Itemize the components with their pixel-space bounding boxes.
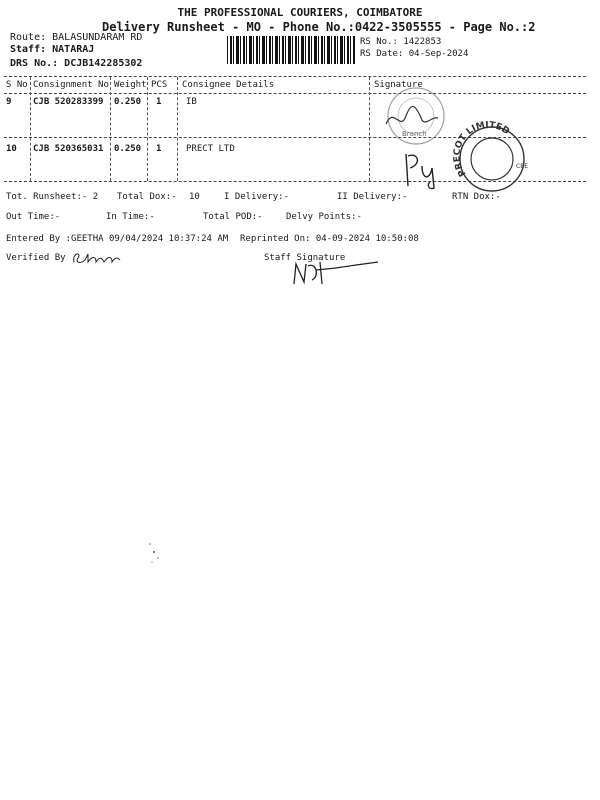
barcode xyxy=(227,36,355,64)
rs-date: RS Date: 04-Sep-2024 xyxy=(360,49,469,59)
out-time: Out Time:- xyxy=(6,212,61,222)
rs-number: RS No.: 1422853 xyxy=(360,37,442,47)
route-label: Route: BALASUNDARAM RD xyxy=(10,32,143,43)
company-name: THE PROFESSIONAL COURIERS, COIMBATORE xyxy=(177,6,423,19)
staff-signature xyxy=(286,258,386,288)
col-pcs: PCS xyxy=(151,80,168,90)
col-consignment: Consignment No xyxy=(33,80,109,90)
verified-by: Verified By xyxy=(6,253,66,263)
branch-stamp xyxy=(376,86,456,146)
scan-specks xyxy=(140,540,170,570)
precot-stamp xyxy=(452,120,532,194)
row-pcs: 1 xyxy=(156,97,162,107)
drs-number: DRS No.: DCJB142285302 xyxy=(10,58,143,69)
total-dox-label: Total Dox:- xyxy=(117,192,177,202)
col-weight: Weight xyxy=(114,80,147,90)
stamp-branch-text: Branch xyxy=(402,130,427,138)
col-divider xyxy=(369,77,370,181)
col-divider xyxy=(110,77,111,181)
row-pcs: 1 xyxy=(156,144,162,154)
row-consignment: CJB 520283399 xyxy=(33,97,104,107)
stamp-city-text: CBE xyxy=(516,163,529,170)
col-consignee: Consignee Details xyxy=(182,80,275,90)
runsheet-subtitle: Delivery Runsheet - MO - Phone No.:0422-3505555 - Page No.:2 xyxy=(102,20,536,34)
header-rule xyxy=(4,93,586,94)
rtn-dox: RTN Dox:- xyxy=(452,192,501,202)
col-sno: S No xyxy=(6,80,28,90)
total-pod: Total POD:- xyxy=(203,212,263,222)
i-delivery: I Delivery:- xyxy=(224,192,290,202)
row-weight: 0.250 xyxy=(114,97,142,107)
row-weight: 0.250 xyxy=(114,144,142,154)
in-time: In Time:- xyxy=(106,212,155,222)
row-consignee: IB xyxy=(186,97,197,107)
col-signature: Signature xyxy=(374,80,423,90)
receiver-signature xyxy=(400,150,448,190)
row-sno: 10 xyxy=(6,144,17,154)
row-consignee: PRECT LTD xyxy=(186,144,235,154)
stamp-precot-text: PRECOT LIMITED xyxy=(452,120,512,178)
verifier-signature xyxy=(70,248,126,268)
row-sno: 9 xyxy=(6,97,12,107)
delvy-points: Delvy Points:- xyxy=(286,212,362,222)
staff-label: Staff: NATARAJ xyxy=(10,44,95,55)
tot-runsheet: Tot. Runsheet:- 2 xyxy=(6,192,99,202)
ii-delivery: II Delivery:- xyxy=(337,192,408,202)
total-dox-value: 10 xyxy=(189,192,200,202)
col-divider xyxy=(147,77,148,181)
row-consignment: CJB 520365031 xyxy=(33,144,104,154)
col-divider xyxy=(177,77,178,181)
col-divider xyxy=(30,77,31,181)
reprinted-on: Reprinted On: 04-09-2024 10:50:08 xyxy=(240,234,419,244)
entered-by: Entered By :GEETHA 09/04/2024 10:37:24 AM xyxy=(6,234,229,244)
staff-signature-label: Staff Signature xyxy=(264,253,346,263)
table-top-rule xyxy=(4,76,586,77)
